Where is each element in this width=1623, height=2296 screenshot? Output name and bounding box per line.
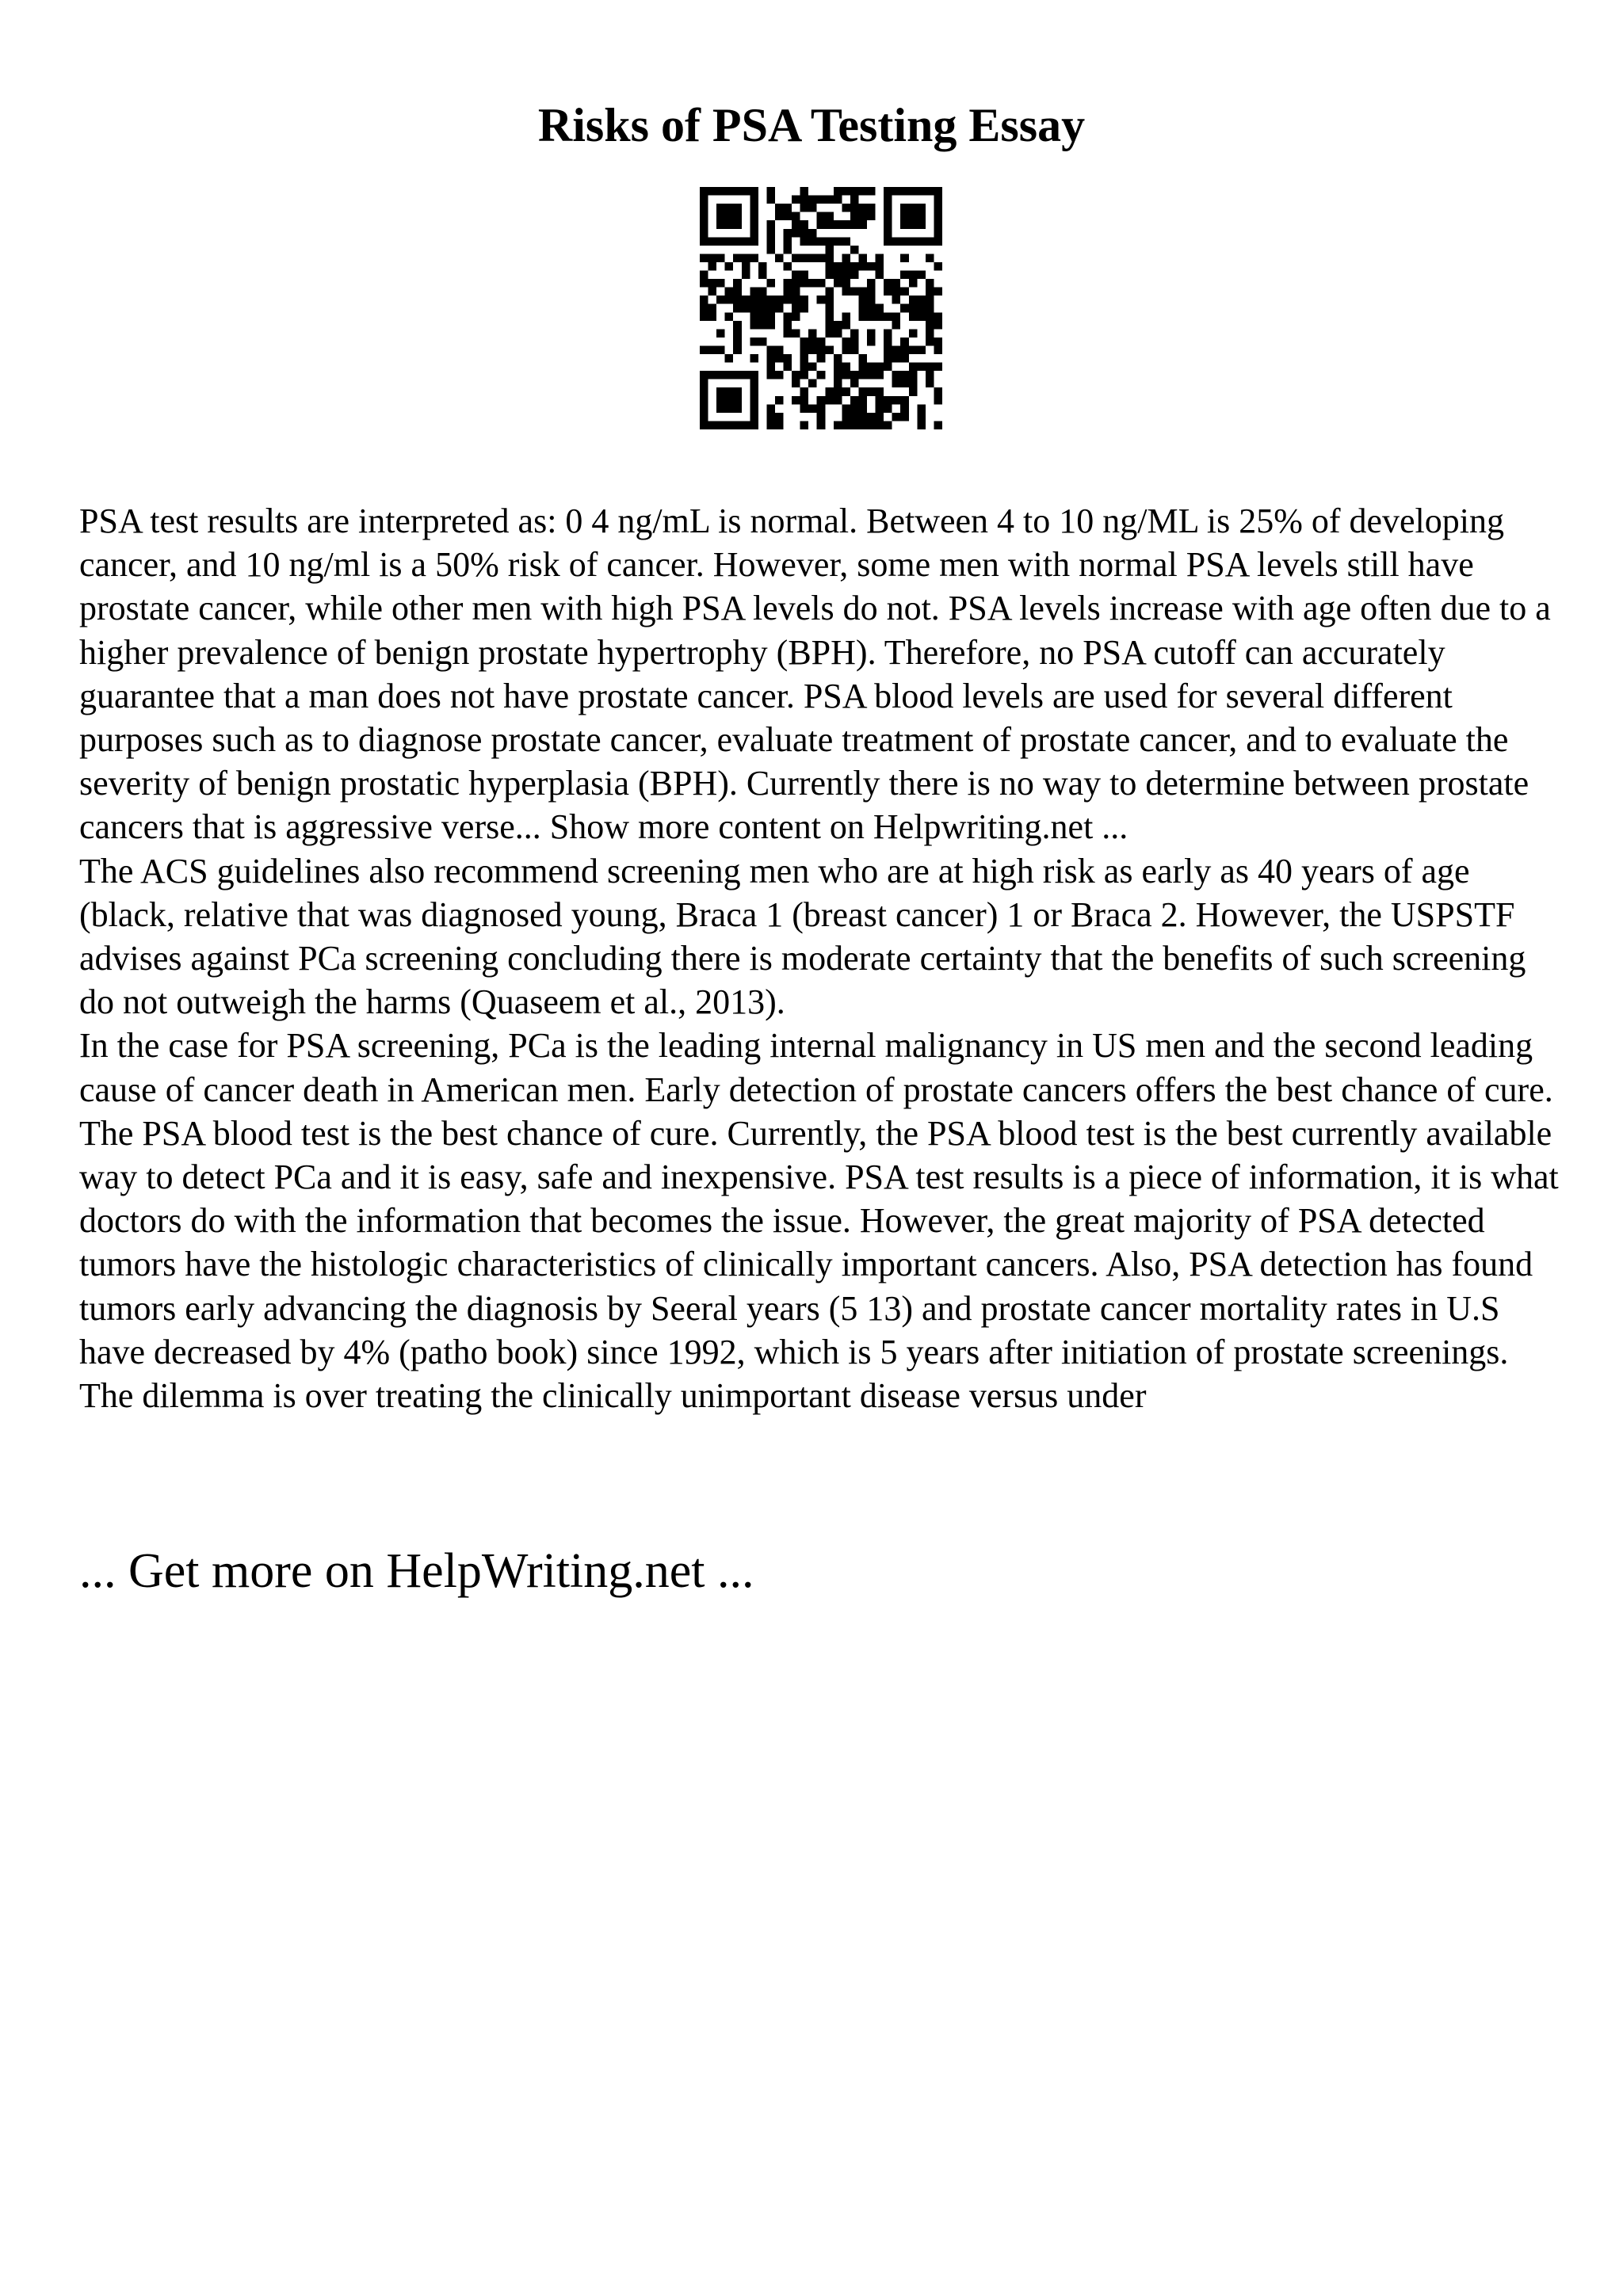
page-title: Risks of PSA Testing Essay <box>537 99 1086 151</box>
get-more-link[interactable]: ... Get more on HelpWriting.net ... <box>79 1544 754 1598</box>
essay-paragraph-2: The ACS guidelines also recommend screening men who are at high risk as early as 40 years of age (black, relative that was diagnosed young, Braca 1 (breast cancer) 1 or Braca 2. However, the USPSTF advises against PCa screening concluding there is moderate certainty that the benefits of such screening do not outweigh the harms (Quaseem et al., 2013). <box>79 851 1526 1022</box>
essay-paragraph-1: PSA test results are interpreted as: 0 4 ng/mL is normal. Between 4 to 10 ng/ML is 25% of developing cancer, and 10 ng/ml is a 50% risk of cancer. However, some men with normal PSA levels still have prostate cancer, while other men with high PSA levels do not. PSA levels increase with age often due to a higher prevalence of benign prostate hypertrophy (BPH). Therefore, no PSA cutoff can accurately guarantee that a man does not have prostate cancer. PSA blood levels are used for several different purposes such as to diagnose prostate cancer, evaluate treatment of prostate cancer, and to evaluate the severity of benign prostatic hyperplasia (BPH). Currently there is no way to determine between prostate cancers that is aggressive verse... Show more content on Helpwriting.net ... <box>79 502 1551 847</box>
essay-paragraph-3: In the case for PSA screening, PCa is the leading internal malignancy in US men and the second leading cause of cancer death in American men. Early detection of prostate cancers offers the best chance of cure. The PSA blood test is the best chance of cure. Currently, the PSA blood test is the best currently available way to detect PCa and it is easy, safe and inexpensive. PSA test results is a piece of information, it is what doctors do with the information that becomes the issue. However, the great majority of PSA detected tumors have the histologic characteristics of clinically important cancers. Also, PSA detection has found tumors early advancing the diagnosis by Seeral years (5 13) and prostate cancer mortality rates in U.S have decreased by 4% (patho book) since 1992, which is 5 years after initiation of prostate screenings. The dilemma is over treating the clinically unimportant disease versus under <box>79 1026 1559 1416</box>
essay-body <box>79 499 1563 1417</box>
qr-code-icon[interactable] <box>700 187 942 429</box>
